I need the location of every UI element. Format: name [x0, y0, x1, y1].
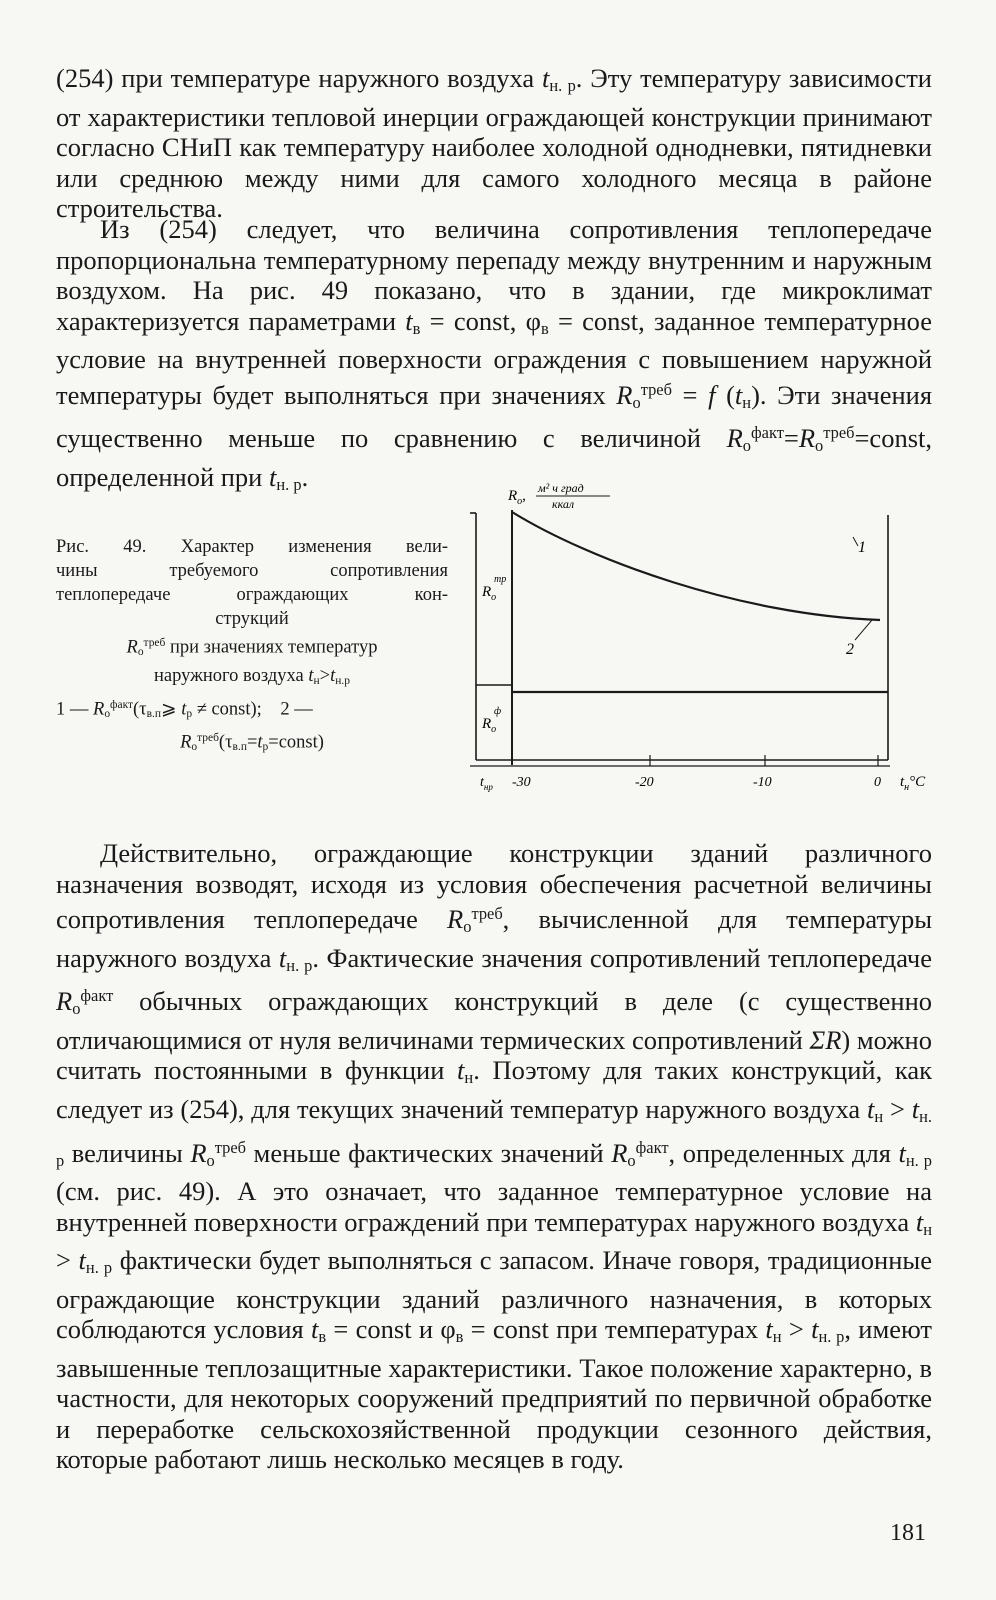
label-actual-resistance: $R_о$ — [482, 716, 497, 735]
caption-line: Рис. 49. Характер изменения вели- — [56, 537, 448, 557]
paragraph-2: Из (254) следует, что величина сопротивления теплопередаче пропорциональна температурному перепаду между внутренним и наружным воздухом. На рис. 49 показано, что в здании, где микроклимат характеризуется параметрами $t_в$ = const, $\varphi_в$ = const, заданное температурное условие на внутренней поверхности ограждения с повышением наружной температуры будет выполняться при значениях $R_о^{треб} = f$ $(t_н)$. Эти значения существенно меньше по сравнению с величиной $R_о^{факт}=R_о^{треб}=const$, определенной при $t_{н. р}$. — [56, 214, 933, 494]
x-axis-label: $t_н^\circ C$ — [900, 774, 926, 793]
curve-2-required-resistance — [512, 512, 880, 620]
tick-label: -10 — [753, 775, 772, 790]
label-required-resistance: $R_о$ — [482, 584, 497, 603]
page-number: 181 — [890, 1520, 926, 1546]
paragraph-1: (254) при температуре наружного воздуха $t_{н. р}$. Эту температуру зависимости от характеристики тепловой инерции ограждающей конструкции принимают согласно СНиП как температуру наиболее холодной однодневки, пятидневки или среднюю между ними для самого холодного месяца в районе строительства. — [56, 63, 932, 224]
caption-line: $R_о^{треб}$ при значениях температур — [126, 637, 378, 659]
leader-line-2 — [855, 620, 872, 640]
x-label-tnp: $t_{нр}$ — [480, 775, 493, 792]
caption-line: 1 — $R_о^{факт}(\tau_{в.п}⩾$ $t_р$ ≠ const); 2 — — [56, 699, 313, 721]
figure-caption — [56, 535, 448, 759]
tick-label: 0 — [874, 775, 881, 790]
tick-label: -30 — [512, 775, 531, 790]
y-axis-units-numerator: м² ч град — [538, 481, 584, 495]
curve-1-label: 1 — [858, 539, 866, 556]
label-actual-sup: ф — [494, 706, 502, 717]
y-axis-label: $R_о$, — [508, 488, 526, 507]
caption-line: $R_о^{треб}(\tau_{в.п}=t_р=const)$ — [180, 732, 324, 754]
y-axis-units-denominator: ккал — [552, 497, 575, 511]
caption-line: чины требуемого сопротивления — [56, 561, 448, 581]
paragraph-3: Действительно, ограждающие конструкции зданий различного назначения возводят, исходя из условия обеспечения расчетной величины сопротивления теплопередаче $R_о^{треб}$, вычисленной для температуры наружного воздуха $t_{н. р}$. Фактические значения сопротивлений теплопередаче $R_о^{факт}$ обычных ограждающих конструкций в деле (с существенно отличающимися от нуля величинами термических сопротивлений ΣR) можно считать постоянными в функции $t_н$. Поэтому для таких конструкций, как следует из (254), для текущих значений температур наружного воздуха $t_н > t_{н. р}$ величины $R_о^{треб}$ меньше фактических значений $R_о^{факт}$, определенных для $t_{н. р}$ (см. рис. 49). А это означает, что заданное температурное условие на внутренней поверхности ограждений при температурах наружного воздуха $t_н > t_{н. р}$ фактически будет выполняться с запасом. Иначе говоря, традиционные ограждающие конструкции зданий различного назначения, в которых соблюдаются условия $t_в$ = const и $\varphi_в$ = const при температурах $t_н > t_{н. р}$, имеют завышенные теплозащитные характеристики. Такое положение характерно, в частности, для некоторых сооружений предприятий по первичной обработке и переработке сельскохозяйственной продукции сезонного действия, которые работают лишь несколько месяцев в году. — [56, 838, 933, 1475]
caption-line: теплопередаче ограждающих кон- — [56, 585, 448, 605]
label-required-sup: тр — [494, 574, 507, 585]
caption-line: струкций — [215, 609, 289, 629]
caption-line: наружного воздуха $t_н>t_{н.р}$ — [153, 666, 350, 688]
curve-2-label: 2 — [846, 641, 854, 658]
tick-label: -20 — [635, 775, 654, 790]
figure-49-graph — [460, 470, 980, 820]
